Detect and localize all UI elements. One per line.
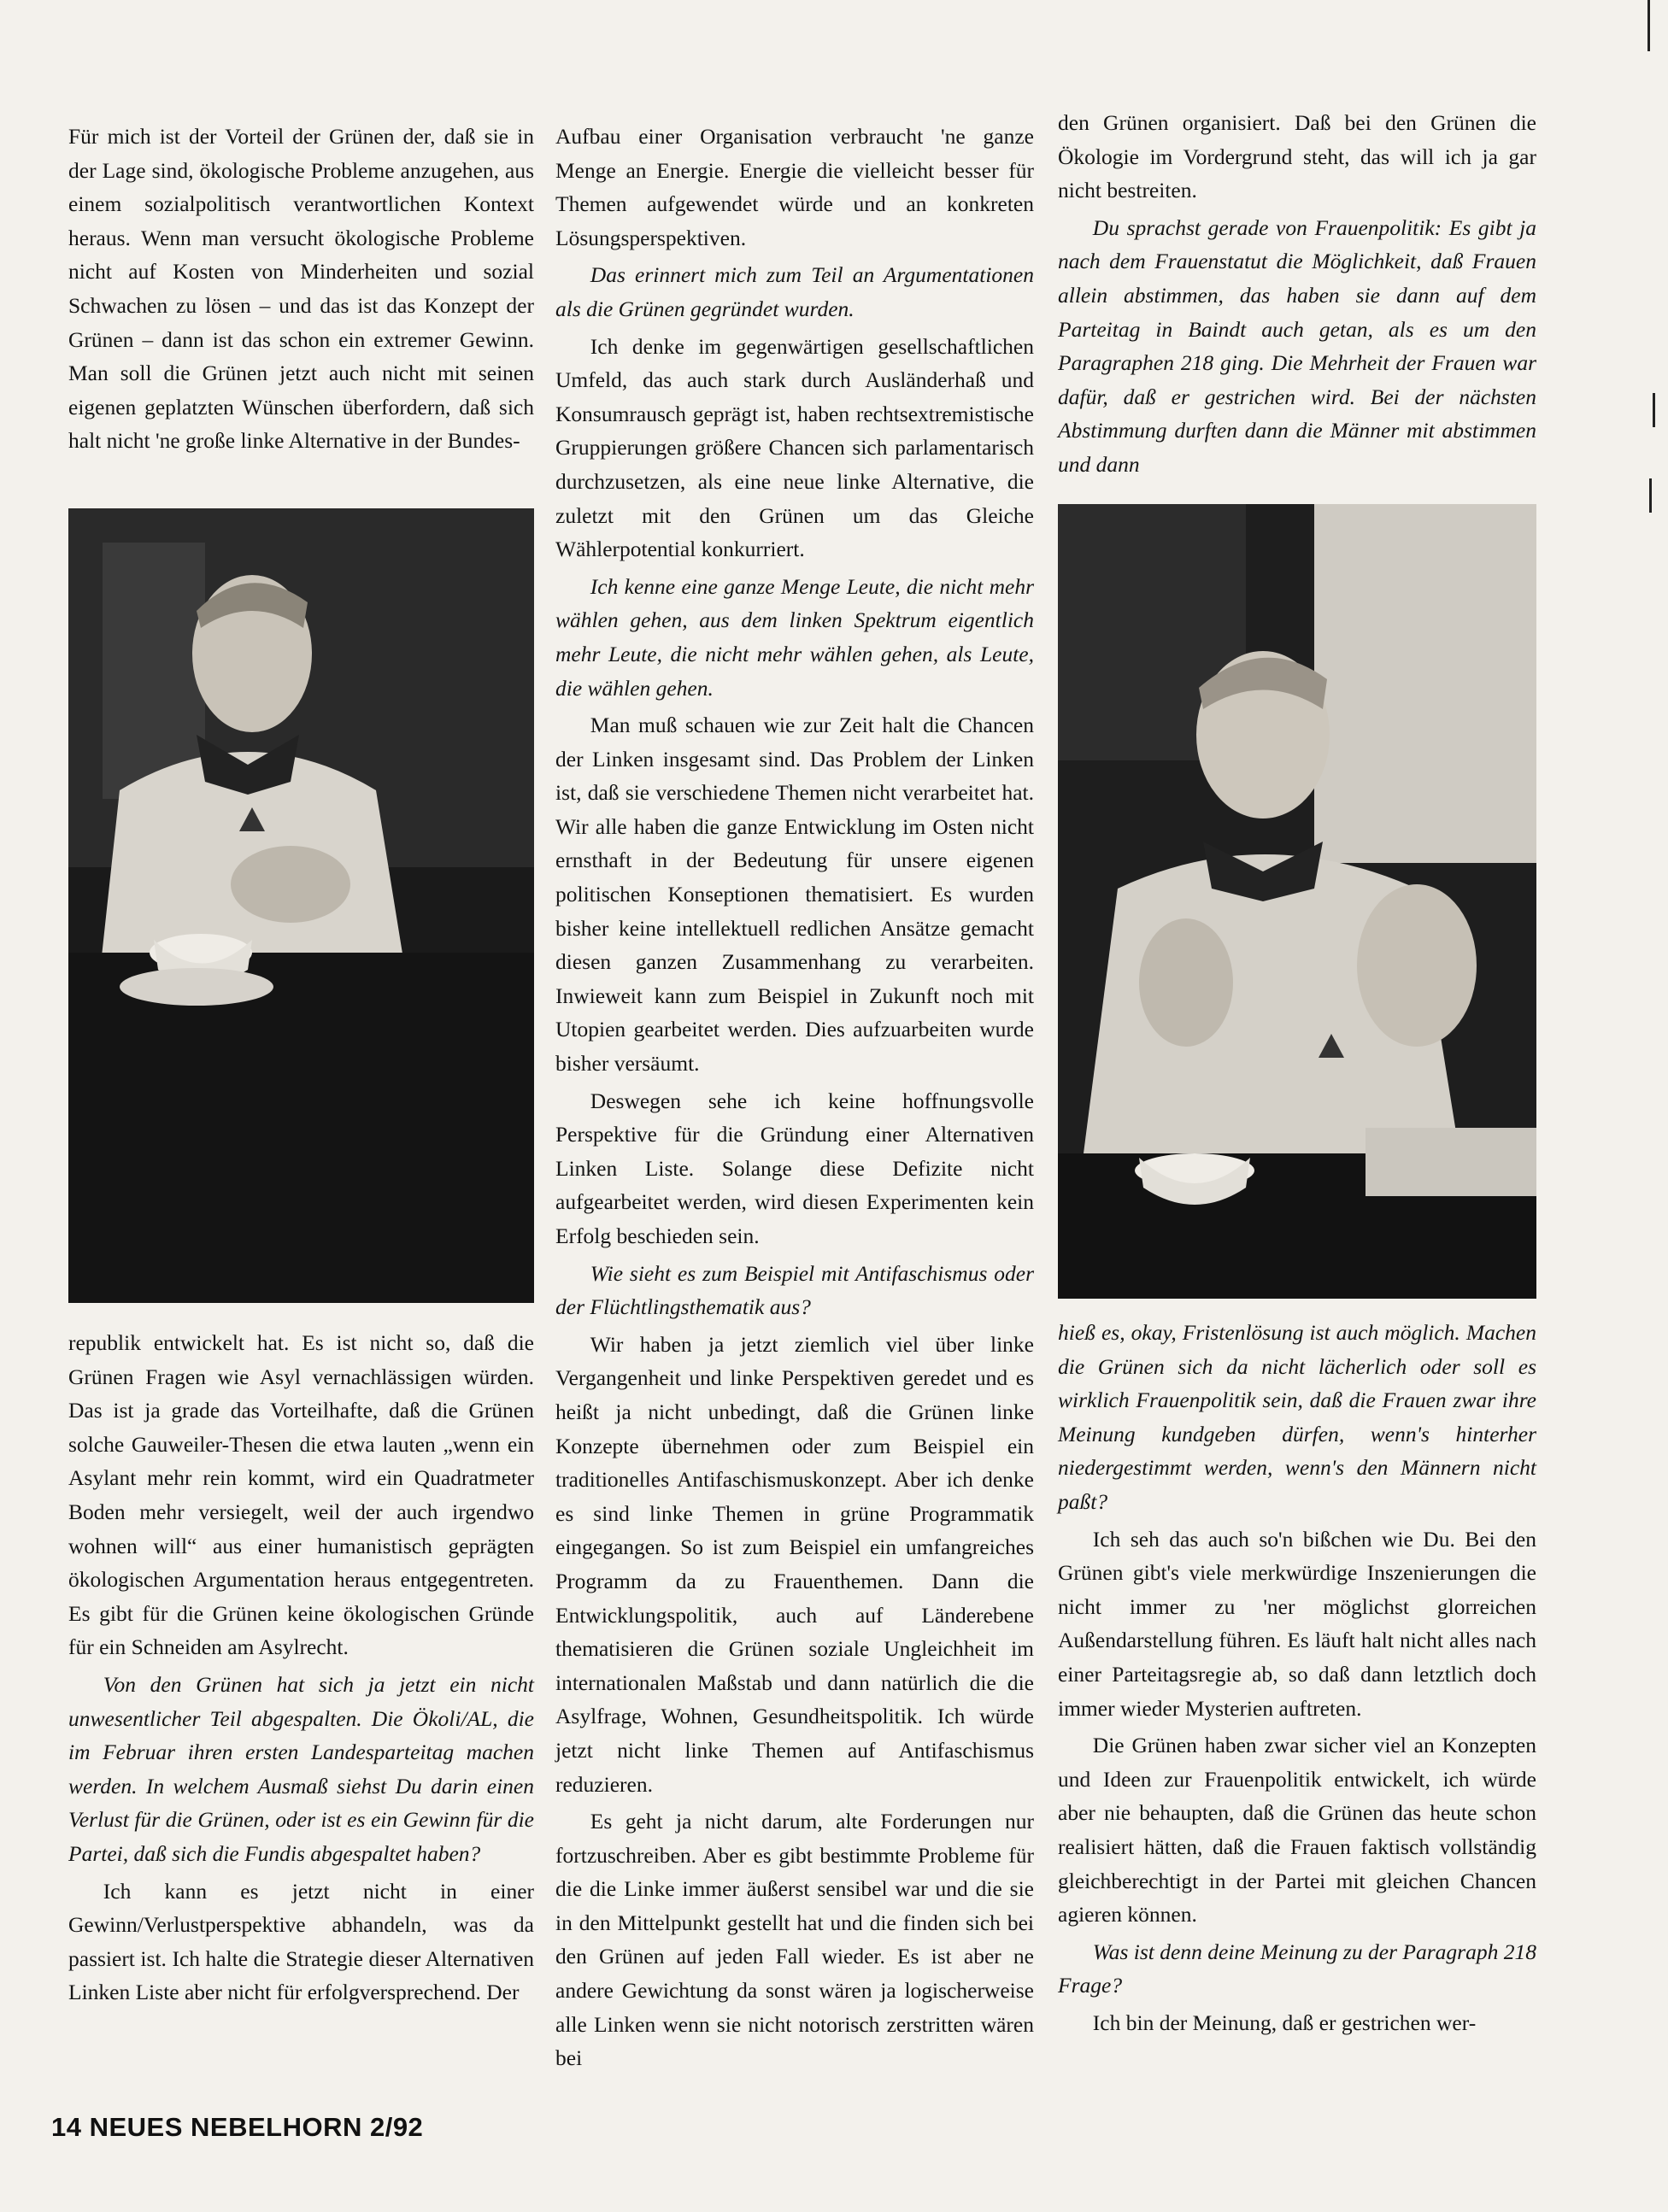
- column-2: [555, 120, 1034, 2079]
- interview-question: Von den Grünen hat sich ja jetzt ein nicht unwesentlicher Teil abgespalten. Die Ökoli/AL, die im Februar ihren ersten Landesparteitag machen werden. In welchem Ausmaß siehst Du darin einen Verlust für die Grünen, oder ist es ein Gewinn für die Partei, daß sich die Fundis abgespaltet haben?: [68, 1671, 534, 1866]
- paragraph: Ich bin der Meinung, daß er gestrichen wer-: [1092, 2010, 1477, 2035]
- paragraph: Für mich ist der Vorteil der Grünen der, daß sie in der Lage sind, ökologische Probleme anzugehen, aus einem sozialpolitisch verantwortlichen Kontext heraus. Wenn man versucht ökologische Probleme nicht auf Kosten von Minderheiten und sozial Schwachen zu lösen – und das ist das Konzept der Grünen – dann ist das schon ein extremer Gewinn. Man soll die Grünen jetzt auch nicht mit seinen eigenen geplatzten Wünschen überfordern, daß sich halt nicht 'ne große linke Alternative in der Bundes-: [68, 124, 534, 454]
- column-3-bottom: [1058, 1316, 1536, 2043]
- paragraph: Wir haben ja jetzt ziemlich viel über linke Vergangenheit und linke Perspektiven geredet und es heißt ja nicht unbedingt, daß die Grünen linke Konzepte übernehmen oder zum Beispiel ein traditionelles Antifaschismuskonzept. Aber ich denke es sind linke Themen in grüne Programmatik eingegangen. So ist zum Beispiel ein umfangreiches Programm da zu Frauenthemen. Dann die Entwicklungspolitik, auch auf Länderebene thematisieren die Grünen soziale Ungleichheit im internationalen Maßstab und dann natürlich die die Asylfrage, Wohnen, Gesundheitspolitik. Ich würde jetzt nicht linke Themen auf Antifaschismus reduzieren.: [555, 1331, 1034, 1797]
- paragraph: den Grünen organisiert. Daß bei den Grünen die Ökologie im Vordergrund steht, das will ich ja gar nicht bestreiten.: [1058, 110, 1536, 203]
- interview-question: Du sprachst gerade von Frauenpolitik: Es gibt ja nach dem Frauenstatut die Möglichkeit, daß Frauen allein abstimmen, das haben sie dann auf dem Parteitag in Baindt auch getan, als es um den Paragraphen 218 ging. Die Mehrheit der Frauen war dafür, daß er gestrichen wird. Bei der nächsten Abstimmung durften dann die Männer mit abstimmen und dann: [1058, 214, 1536, 477]
- paragraph: Ich seh das auch so'n bißchen wie Du. Bei den Grünen gibt's viele merkwürdige Inszenierungen die nicht immer zu 'ner möglichst glorreichen Außendarstellung führen. Es läuft halt nicht alles nach einer Parteitagsregie ab, so daß dann letztlich doch immer wieder Mysterien auftreten.: [1058, 1526, 1536, 1721]
- interview-photo-left: [68, 508, 534, 1303]
- paragraph: Deswegen sehe ich keine hoffnungsvolle Perspektive für die Gründung einer Alternativen Linken Liste. Solange diese Defizite nicht aufgearbeitet werden, wird diesen Experimenten kein Erfolg beschieden sein.: [555, 1088, 1034, 1248]
- photo-man-hands-clasped: [68, 508, 534, 1303]
- paragraph: republik entwickelt hat. Es ist nicht so, daß die Grünen Fragen wie Asyl vernachlässigen würden. Das ist ja grade das Vorteilhafte, daß die Grünen solche Gauweiler-Thesen die etwa lauten „wenn ein Asylant mehr rein kommt, wird ein Quadratmeter Boden mehr versiegelt, weil der auch irgendwo wohnen will“ aus einer humanistisch geprägten ökologischen Argumentation heraus entgegentreten. Es gibt für die Grünen keine ökologischen Gründe für ein Schneiden am Asylrecht.: [68, 1330, 534, 1660]
- photo-man-gesturing: [1058, 504, 1536, 1299]
- interview-photo-right: [1058, 504, 1536, 1299]
- scan-edge-mark: [1653, 393, 1655, 427]
- scan-edge-mark: [1649, 478, 1652, 513]
- interview-question: hieß es, okay, Fristenlösung ist auch möglich. Machen die Grünen sich da nicht lächerlich oder soll es wirklich Frauenpolitik sein, daß die Frauen zwar ihre Meinung kundgeben dürfen, wenn's hinterher niedergestimmt werden, wenn's den Männern nicht paßt?: [1058, 1320, 1536, 1514]
- interview-question: Ich kenne eine ganze Menge Leute, die nicht mehr wählen gehen, aus dem linken Spektrum eigentlich mehr Leute, die nicht mehr wählen gehen, als Leute, die wählen gehen.: [555, 573, 1034, 701]
- column-1-bottom: [68, 1326, 534, 2013]
- paragraph: Es geht ja nicht darum, alte Forderungen nur fortzuschreiben. Aber es gibt bestimmte Probleme für die die Linke immer äußerst sensibel war und die sie in den Mittelpunkt gestellt hat und die finden sich bei den Grünen auf jeden Fall wieder. Es ist aber ne andere Gewichtung da sonst wären ja logischerweise alle Linken wenn sie nicht notorisch zerstritten wären bei: [555, 1809, 1034, 2071]
- scan-edge-mark: [1647, 0, 1650, 51]
- interview-question: Was ist denn deine Meinung zu der Paragraph 218 Frage?: [1058, 1939, 1536, 1998]
- column-3-top: [1058, 106, 1536, 485]
- interview-question: Das erinnert mich zum Teil an Argumentationen als die Grünen gegründet wurden.: [555, 262, 1034, 321]
- paragraph: Aufbau einer Organisation verbraucht 'ne ganze Menge an Energie. Energie die vielleicht besser für Themen aufgewendet würde und an konkreten Lösungsperspektiven.: [555, 124, 1034, 250]
- paragraph: Ich denke im gegenwärtigen gesellschaftlichen Umfeld, das auch stark durch Ausländerhaß und Konsumrausch geprägt ist, haben rechtsextremistische Gruppierungen größere Chancen sich parlamentarisch durchzusetzen, als eine neue linke Alternative, die zuletzt mit den Grünen um das Gleiche Wählerpotential konkurriert.: [555, 333, 1034, 562]
- paragraph: Ich kann es jetzt nicht in einer Gewinn/Verlustperspektive abhandeln, was da passiert ist. Ich halte die Strategie dieser Alternativen Linken Liste aber nicht für erfolgversprechend. Der: [68, 1878, 534, 2005]
- paragraph: Man muß schauen wie zur Zeit halt die Chancen der Linken insgesamt sind. Das Problem der Linken ist, daß sie verschiedene Themen nicht verarbeitet hat. Wir alle haben die ganze Entwicklung im Osten nicht ernsthaft in der Bedeutung für unsere eigenen politischen Konseptionen thematisiert. Es wurden bisher keine intellektuell redlichen Ansätze gemacht diesen ganzen Zusammenhang zu verarbeiten. Inwieweit kann zum Beispiel in Zukunft noch mit Utopien gearbeitet werden. Dies aufzuarbeiten wurde bisher versäumt.: [555, 713, 1034, 1077]
- page-footer: 14 NEUES NEBELHORN 2/92: [51, 2112, 424, 2142]
- paragraph: Die Grünen haben zwar sicher viel an Konzepten und Ideen zur Frauenpolitik entwickelt, ich würde aber nie behaupten, daß die Grünen das heute schon realisiert hätten, daß die Frauen faktisch vollständig gleichberechtigt in der Partei mit gleichen Chancen agieren können.: [1058, 1733, 1536, 1927]
- interview-question: Wie sieht es zum Beispiel mit Antifaschismus oder der Flüchtlingsthematik aus?: [555, 1260, 1034, 1320]
- column-1-top: [68, 120, 534, 461]
